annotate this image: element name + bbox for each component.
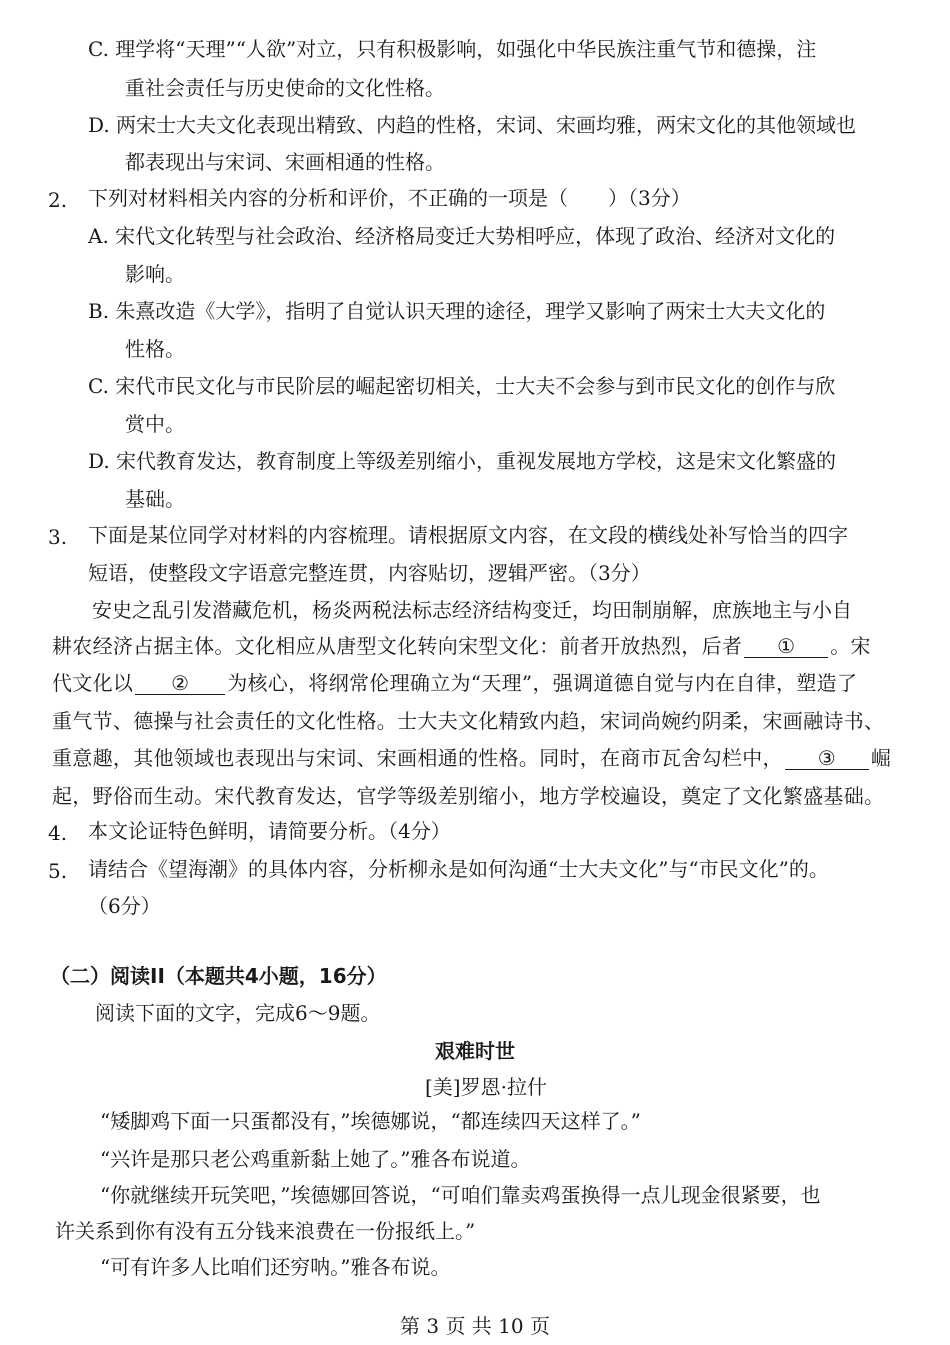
q2-option-d-line2: 基础。 (125, 487, 185, 511)
q3-paragraph-line3: 代文化以 ② 为核心，将纲常伦理确立为“天理”，强调道德自觉与内在自律，塑造了 (52, 671, 858, 695)
page-number-footer: 第 3 页 共 10 页 (400, 1314, 550, 1338)
q2-option-a-line1: A. 宋代文化转型与社会政治、经济格局变迁大势相呼应，体现了政治、经济对文化的 (88, 224, 836, 248)
q3-paragraph-line1: 安史之乱引发潜藏危机，杨炎两税法标志经济结构变迁，均田制崩解，庶族地主与小自 (92, 598, 852, 622)
q2-option-c-line2: 赏中。 (125, 412, 185, 436)
blank-3[interactable]: ③ (785, 747, 869, 770)
story-title: 艰难时世 (435, 1039, 515, 1063)
q5-stem-line1: 请结合《望海潮》的具体内容，分析柳永是如何沟通“士大夫文化”与“市民文化”的。 (88, 857, 829, 881)
q1-option-d-line1: D. 两宋士大夫文化表现出精致、内趋的性格，宋词、宋画均雅，两宋文化的其他领域也 (88, 113, 857, 137)
section-instruction: 阅读下面的文字，完成6～9题。 (95, 1001, 381, 1025)
q5-stem-line2: （6分） (88, 894, 161, 918)
blank-1[interactable]: ① (744, 635, 828, 658)
blank-2[interactable]: ② (135, 672, 225, 695)
q5-number: 5. (48, 859, 68, 883)
q2-stem: 下列对材料相关内容的分析和评价，不正确的一项是（ ）（3分） (88, 186, 691, 210)
section-heading: （二）阅读II（本题共4小题，16分） (50, 964, 387, 988)
q3-number: 3. (48, 525, 68, 549)
q3-paragraph-line4: 重气节、德操与社会责任的文化性格。士大夫文化精致内趋，宋词尚婉约阴柔，宋画融诗书、 (52, 709, 885, 733)
q2-option-a-line2: 影响。 (125, 262, 185, 286)
q2-option-c-line1: C. 宋代市民文化与市民阶层的崛起密切相关，士大夫不会参与到市民文化的创作与欣 (88, 374, 836, 398)
q2-option-b-line2: 性格。 (125, 337, 185, 361)
story-line-1: “矮脚鸡下面一只蛋都没有，”埃德娜说，“都连续四天这样了。” (100, 1109, 641, 1133)
story-line-5: “可有许多人比咱们还穷呐。”雅各布说。 (100, 1255, 451, 1279)
q3-paragraph-line5: 重意趣，其他领域也表现出与宋词、宋画相通的性格。同时，在商市瓦舍勾栏中， ③ 崛 (52, 746, 892, 770)
q2-option-b-line1: B. 朱熹改造《大学》，指明了自觉认识天理的途径，理学又影响了两宋士大夫文化的 (88, 299, 826, 323)
q3-stem-line1: 下面是某位同学对材料的内容梳理。请根据原文内容，在文段的横线处补写恰当的四字 (88, 523, 848, 547)
q3-paragraph-line6: 起，野俗而生动。宋代教育发达，官学等级差别缩小，地方学校遍设，奠定了文化繁盛基础。 (52, 784, 885, 808)
q4-stem: 本文论证特色鲜明，请简要分析。（4分） (88, 819, 451, 843)
q3-paragraph-line2: 耕农经济占据主体。文化相应从唐型文化转向宋型文化：前者开放热烈，后者 ① 。宋 (52, 634, 871, 658)
story-line-4: 许关系到你有没有五分钱来浪费在一份报纸上。” (55, 1219, 476, 1243)
story-line-3: “你就继续开玩笑吧，”埃德娜回答说，“可咱们靠卖鸡蛋换得一点儿现金很紧要，也 (100, 1183, 821, 1207)
q2-number: 2. (48, 188, 68, 212)
q2-option-d-line1: D. 宋代教育发达，教育制度上等级差别缩小，重视发展地方学校，这是宋文化繁盛的 (88, 449, 837, 473)
story-line-2: “兴许是那只老公鸡重新黏上她了。”雅各布说道。 (100, 1147, 531, 1171)
q1-option-d-line2: 都表现出与宋词、宋画相通的性格。 (125, 150, 445, 174)
story-author: [美]罗恩·拉什 (425, 1075, 547, 1099)
q1-option-c-line1: C. 理学将“天理”“人欲”对立，只有积极影响，如强化中华民族注重气节和德操，注 (88, 37, 817, 61)
q4-number: 4. (48, 821, 68, 845)
q1-option-c-line2: 重社会责任与历史使命的文化性格。 (125, 76, 445, 100)
q3-stem-line2: 短语，使整段文字语意完整连贯，内容贴切，逻辑严密。（3分） (88, 561, 651, 585)
